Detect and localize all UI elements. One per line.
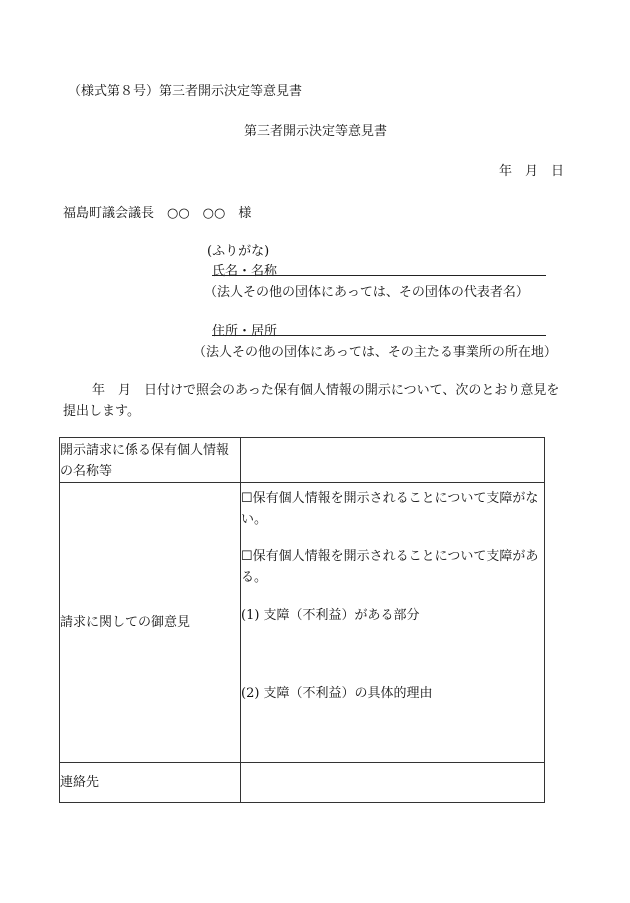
opinion-field[interactable] (241, 483, 545, 763)
addressee: 福島町議会議長 ○○ ○○ 様 (63, 206, 252, 221)
table-row (60, 763, 545, 803)
form-number: （様式第８号）第三者開示決定等意見書 (68, 84, 303, 99)
hindrance-part-label: (1) 支障（不利益）がある部分 (241, 608, 420, 623)
opinion-form-table (59, 437, 545, 803)
table-row (60, 438, 545, 483)
contact-label: 連絡先 (60, 763, 241, 803)
address-underline (212, 335, 546, 336)
table-row (60, 483, 545, 763)
contact-field[interactable] (241, 763, 545, 803)
name-label: 氏名・名称 (212, 264, 278, 279)
option-hindrance[interactable]: ☐保有個人情報を開示されることについて支障がある。 (241, 549, 539, 585)
body-line-2: 提出します。 (63, 404, 140, 419)
info-name-label: 開示請求に係る保有個人情報の名称等 (60, 438, 241, 483)
address-label: 住所・居所 (212, 324, 278, 339)
date-line: 年 月 日 (499, 164, 565, 179)
hindrance-reason-label: (2) 支障（不利益）の具体的理由 (241, 686, 433, 701)
document-title: 第三者開示決定等意見書 (244, 124, 388, 139)
body-line-1: 年 月 日付けで照会のあった保有個人情報の開示について、次のとおり意見を (92, 383, 560, 398)
address-note: （法人その他の団体にあっては、その主たる事業所の所在地） (193, 345, 557, 360)
option-no-hindrance[interactable]: ☐保有個人情報を開示されることについて支障がない。 (241, 491, 539, 527)
info-name-field[interactable] (241, 438, 545, 483)
name-underline (212, 275, 546, 276)
name-note: （法人その他の団体にあっては、その団体の代表者名） (204, 285, 529, 300)
furigana-label: (ふりがな) (207, 244, 270, 259)
opinion-label: 請求に関しての御意見 (60, 483, 241, 763)
